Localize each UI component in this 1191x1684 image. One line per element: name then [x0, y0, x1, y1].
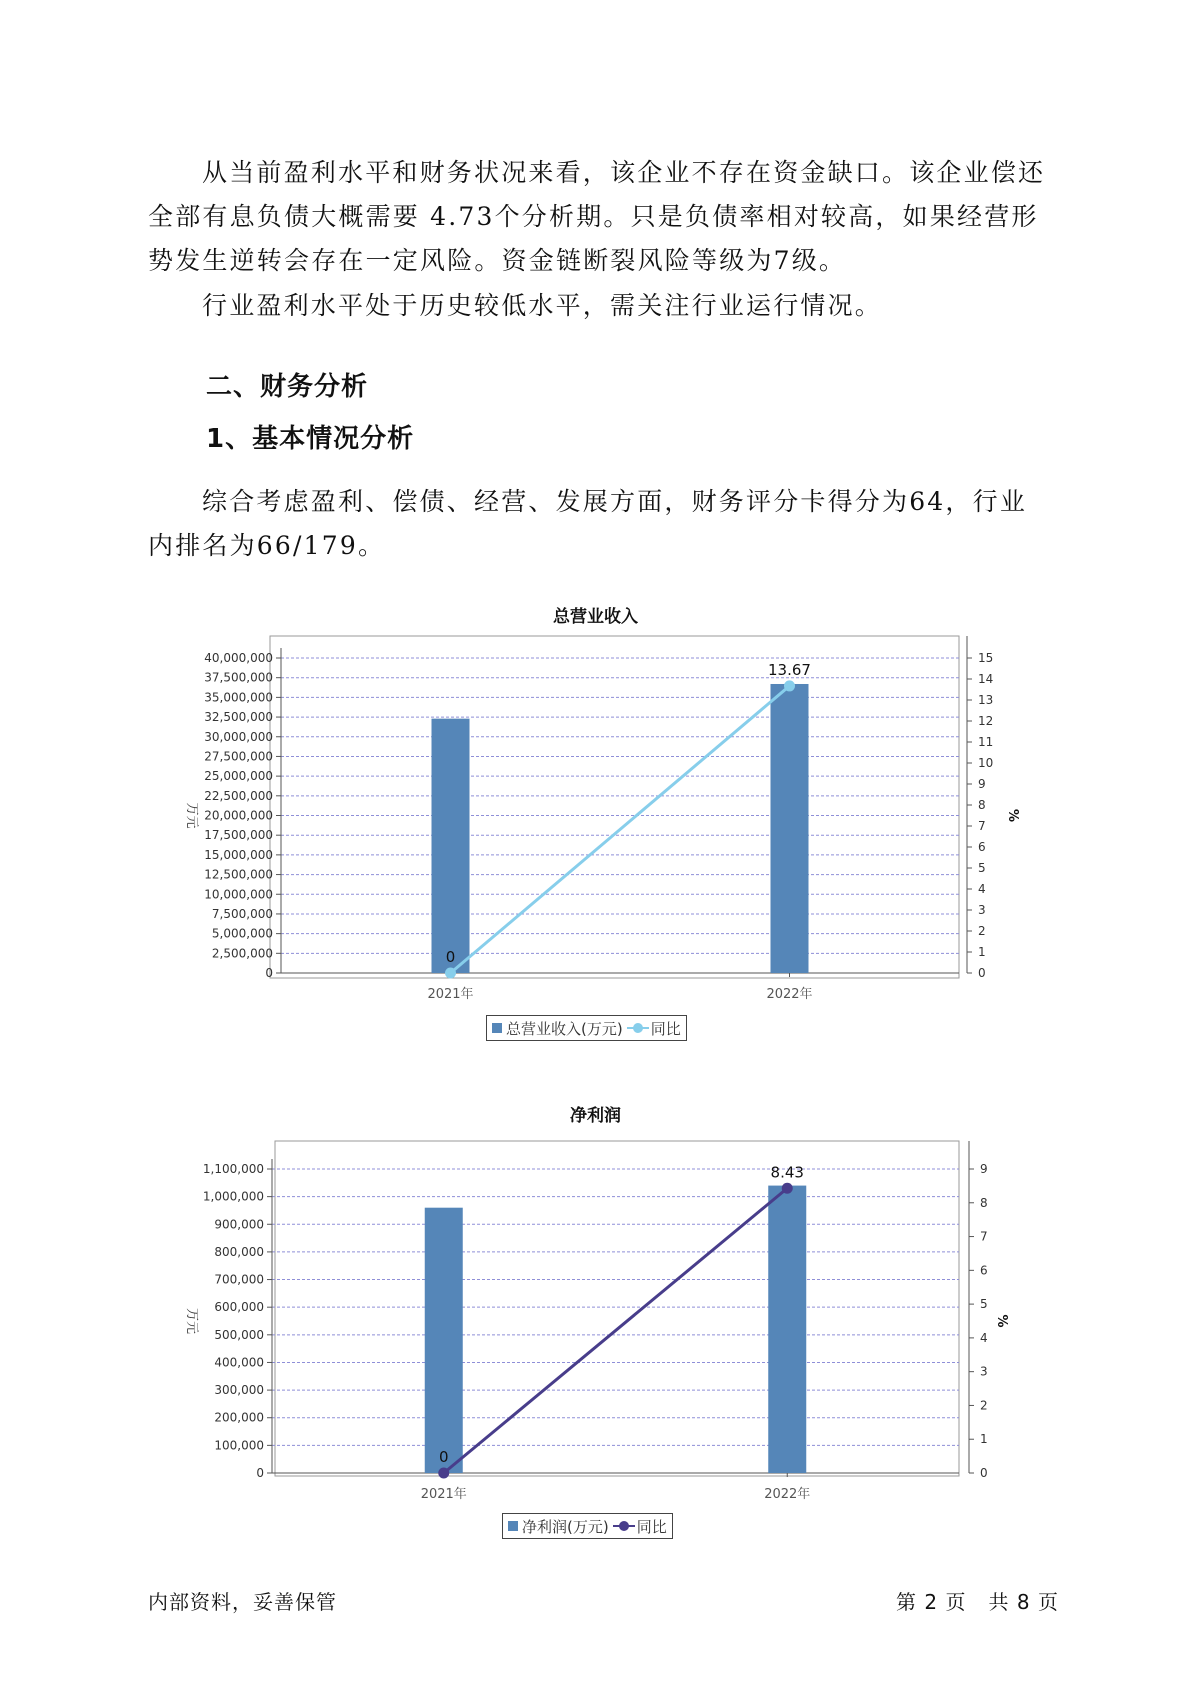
right-axis-tick-label: 6	[978, 840, 986, 854]
yoy-point	[438, 1468, 449, 1479]
right-axis-tick-label: 3	[978, 903, 986, 917]
left-axis-tick-label: 0	[265, 966, 273, 980]
left-axis-tick-label: 5,000,000	[211, 926, 273, 941]
left-axis-tick-label: 300,000	[214, 1383, 264, 1398]
left-axis-tick-label: 1,100,000	[202, 1162, 264, 1176]
x-axis-tick-label: 2022年	[764, 1487, 811, 1502]
left-axis-tick-label: 800,000	[214, 1244, 264, 1259]
left-axis-tick-label: 15,000,000	[204, 847, 273, 862]
paragraph-industry-note: 行业盈利水平处于历史较低水平，需关注行业运行情况。	[202, 291, 883, 320]
left-axis-tick-label: 400,000	[214, 1355, 264, 1370]
data-label: 13.67	[768, 660, 811, 679]
left-axis-tick-label: 2,500,000	[211, 946, 273, 961]
right-axis-tick-label: 15	[978, 651, 994, 665]
paragraph-funding-gap: 从当前盈利水平和财务状况来看，该企业不存在资金缺口。该企业偿还全部有息负债大概需要 4.73个分析期。只是负债率相对较高，如果经营形势发生逆转会存在一定风险。资金链断裂风险等级为7级。	[148, 158, 1046, 275]
right-axis-tick-label: 3	[980, 1364, 988, 1379]
x-axis-tick-label: 2022年	[766, 987, 813, 1002]
footer-confidential-note: 内部资料，妥善保管	[148, 1590, 337, 1614]
left-axis-tick-label: 700,000	[214, 1272, 264, 1287]
right-axis-tick-label: 5	[980, 1297, 988, 1312]
legend-bar-label: 总营业收入(万元)	[506, 1019, 623, 1038]
legend-bar-swatch	[508, 1521, 518, 1531]
chart-title: 总营业收入	[553, 607, 638, 627]
x-axis-tick-label: 2021年	[420, 1487, 467, 1502]
left-axis-tick-label: 500,000	[214, 1327, 264, 1342]
right-axis-tick-label: 9	[980, 1162, 988, 1176]
right-axis-tick-label: 0	[978, 966, 986, 980]
right-axis-tick-label: 4	[980, 1330, 988, 1345]
legend-bar-label: 净利润(万元)	[522, 1517, 609, 1536]
left-axis-tick-label: 100,000	[214, 1438, 264, 1453]
chart-frame	[275, 1141, 959, 1476]
y-axis-label: 万元	[184, 802, 199, 829]
right-axis-tick-label: 7	[980, 1229, 988, 1244]
data-label: 8.43	[770, 1163, 804, 1182]
data-label: 0	[438, 1448, 449, 1466]
legend-line-swatch	[613, 1521, 635, 1531]
right-axis-tick-label: 2	[980, 1398, 988, 1413]
right-axis-tick-label: 9	[978, 777, 986, 791]
section-heading-financial-analysis: 二、财务分析	[206, 372, 369, 402]
bar	[768, 1186, 806, 1473]
chart-legend	[502, 1513, 673, 1539]
legend-line-label: 同比	[650, 1019, 681, 1038]
left-axis-tick-label: 30,000,000	[204, 729, 273, 744]
right-axis-tick-label: 6	[980, 1263, 988, 1278]
y2-axis-label: %	[994, 1314, 1009, 1328]
left-axis-tick-label: 37,500,000	[204, 670, 273, 685]
right-axis-tick-label: 12	[978, 714, 994, 728]
left-axis-tick-label: 10,000,000	[204, 887, 273, 902]
right-axis-tick-label: 4	[978, 882, 986, 896]
right-axis-tick-label: 1	[978, 945, 986, 959]
right-axis-tick-label: 11	[978, 735, 994, 749]
right-axis-tick-label: 13	[978, 693, 994, 707]
chart-title: 净利润	[570, 1106, 621, 1126]
left-axis-tick-label: 20,000,000	[204, 808, 273, 823]
y-axis-label: 万元	[184, 1307, 199, 1335]
y2-axis-label: %	[1005, 808, 1020, 823]
left-axis-tick-label: 32,500,000	[204, 710, 273, 725]
right-axis-tick-label: 14	[978, 672, 994, 686]
right-axis-tick-label: 1	[980, 1432, 988, 1447]
left-axis-tick-label: 0	[256, 1466, 264, 1480]
right-axis-tick-label: 8	[980, 1195, 988, 1210]
right-axis-tick-label: 7	[978, 819, 986, 833]
left-axis-tick-label: 27,500,000	[204, 749, 273, 764]
yoy-line	[444, 1188, 788, 1473]
left-axis-tick-label: 40,000,000	[204, 651, 273, 665]
x-axis-tick-label: 2021年	[427, 987, 474, 1002]
footer-page-number: 第 2 页 共 8 页	[896, 1590, 1059, 1614]
left-axis-tick-label: 17,500,000	[204, 828, 273, 843]
left-axis-tick-label: 600,000	[214, 1300, 264, 1315]
paragraph-scorecard: 综合考虑盈利、偿债、经营、发展方面，财务评分卡得分为64，行业内排名为66/179。	[148, 487, 1028, 560]
right-axis-tick-label: 0	[980, 1466, 988, 1480]
left-axis-tick-label: 12,500,000	[204, 867, 273, 882]
right-axis-tick-label: 8	[978, 798, 986, 812]
right-axis-tick-label: 2	[978, 924, 986, 938]
data-label: 0	[445, 948, 456, 966]
left-axis-tick-label: 22,500,000	[204, 788, 273, 803]
left-axis-tick-label: 200,000	[214, 1410, 264, 1425]
left-axis-tick-label: 7,500,000	[211, 906, 273, 921]
right-axis-tick-label: 5	[978, 861, 986, 875]
legend-line-label: 同比	[636, 1517, 667, 1536]
left-axis-tick-label: 900,000	[214, 1217, 264, 1232]
yoy-point	[782, 1183, 793, 1194]
subsection-heading-basic-analysis: 1、基本情况分析	[206, 424, 415, 454]
left-axis-tick-label: 25,000,000	[204, 769, 273, 784]
right-axis-tick-label: 10	[978, 756, 994, 770]
left-axis-tick-label: 35,000,000	[204, 690, 273, 705]
bar	[425, 1208, 463, 1473]
left-axis-tick-label: 1,000,000	[202, 1189, 264, 1204]
